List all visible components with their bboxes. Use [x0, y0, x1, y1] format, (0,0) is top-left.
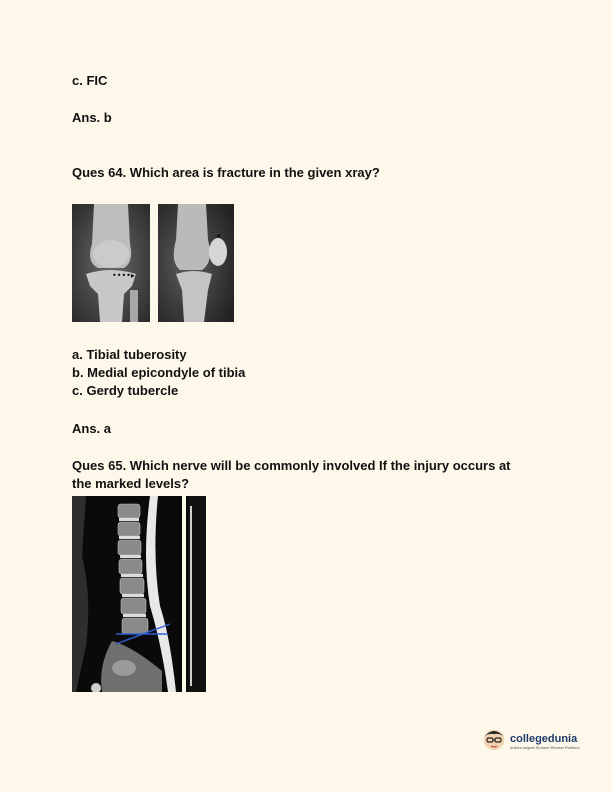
logo-tagline: India's largest Student Review Platform	[510, 744, 580, 750]
svg-text:••••▸: ••••▸	[112, 271, 135, 280]
q65-question-line-2: the marked levels?	[72, 476, 190, 491]
collegedunia-logo	[482, 727, 580, 756]
q64-question: Ques 64. Which area is fracture in the given xray?	[72, 165, 380, 180]
svg-text:◂: ◂	[216, 231, 221, 240]
logo-name: collegedunia	[510, 732, 578, 745]
q63-answer: Ans. b	[72, 110, 112, 125]
q64-option-c: c. Gerdy tubercle	[72, 383, 179, 398]
q65-question-line-1: Ques 65. Which nerve will be commonly involved If the injury occurs at	[72, 458, 511, 473]
knee-xray-lateral-image	[158, 204, 234, 322]
q64-option-b: b. Medial epicondyle of tibia	[72, 365, 246, 380]
q64-option-a: a. Tibial tuberosity	[72, 347, 187, 362]
knee-xray-ap-image	[72, 204, 150, 322]
spine-mri-image	[72, 496, 206, 692]
student-avatar-icon	[482, 727, 506, 756]
q63-option-c: c. FIC	[72, 73, 108, 88]
q64-answer: Ans. a	[72, 421, 112, 436]
